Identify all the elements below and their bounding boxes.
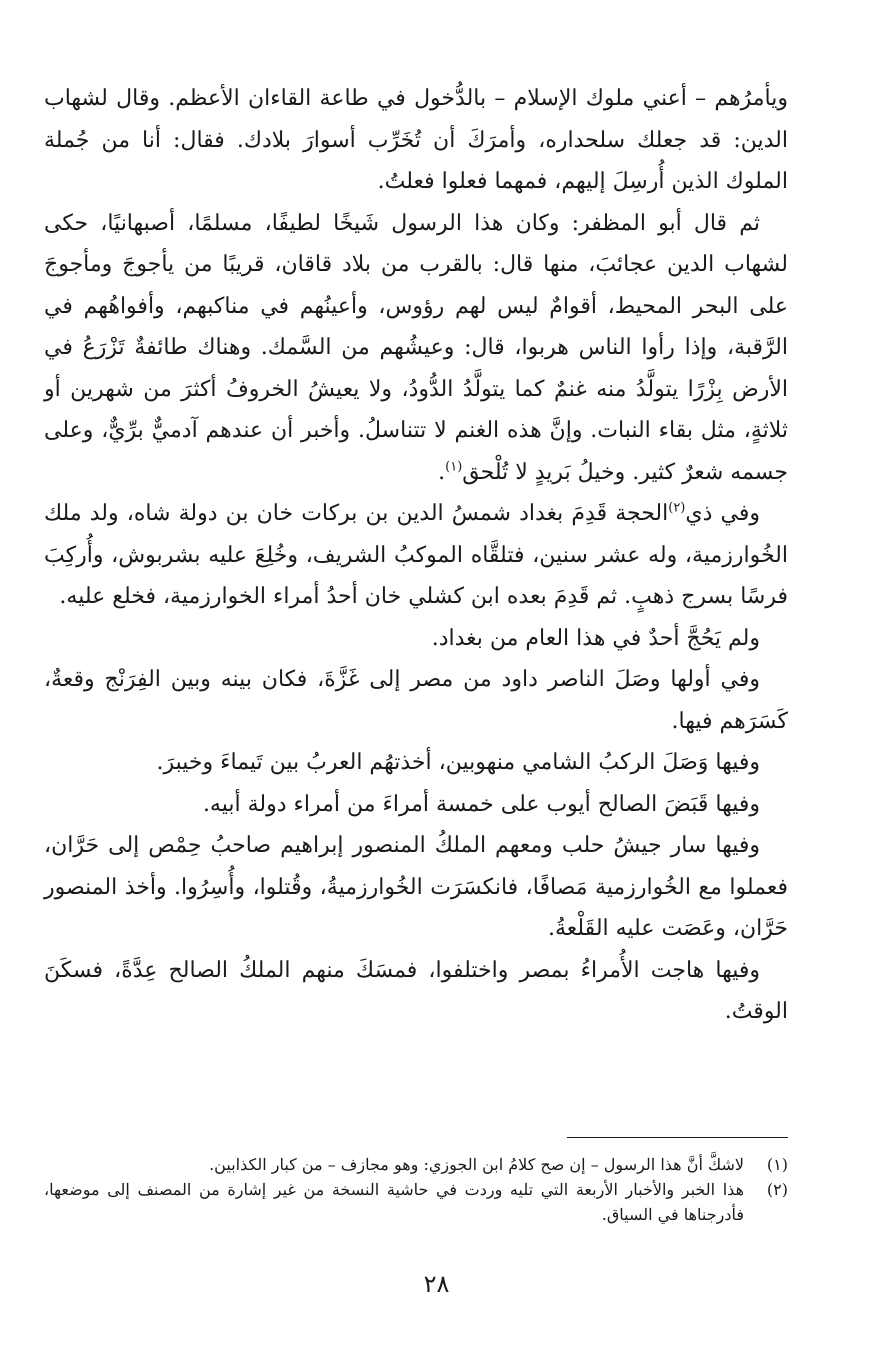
main-text	[44, 78, 788, 1033]
footnote-number: (٢)	[766, 1180, 788, 1199]
page-number: ٢٨	[423, 1270, 450, 1298]
paragraph-6: وفيها وَصَلَ الركبُ الشامي منهوبين، أخذتهُم العربُ بين تَيماءَ وخيبرَ.	[156, 750, 760, 775]
footnote-separator	[567, 1137, 788, 1138]
footnote-ref-1: (١)	[445, 459, 463, 475]
footnote-text: لاشكَّ أنَّ هذا الرسول – إن صح كلامُ ابن الجوزي: وهو مجازف – من كبار الكذابين.	[209, 1155, 744, 1174]
paragraph-3-tail: الحجة قَدِمَ بغداد شمسُ الدين بن بركات خان بن دولة شاه، ولد ملك الخُوارزمية، وله عشر سنين، فتلقَّاه الموكبُ الشريف، وخُلِعَ عليه بشربوش، وأُركِبَ فرسًا بسرج ذهبٍ. ثم قَدِمَ بعده ابن كشلي خان أحدُ أمراء الخوارزمية، فخلع عليه.	[44, 501, 788, 609]
footnote-2	[44, 1177, 788, 1227]
paragraph-3-text: وفي ذي	[685, 501, 760, 526]
footnote-ref-2: (٢)	[668, 500, 686, 516]
paragraph-2	[44, 203, 788, 494]
paragraph-7: وفيها قَبَضَ الصالح أيوب على خمسة أمراءَ من أمراء دولة أبيه.	[202, 791, 760, 817]
footnote-number: (١)	[766, 1155, 788, 1174]
paragraph-1: ويأمرُهم – أعني ملوك الإسلام – بالدُّخول في طاعة القاءان الأعظم. وقال لشهاب الدين: قد جعلك سلحداره، وأمرَكَ أن تُخَرِّب أسوارَ بلادك. فقال: أنا من جُملة الملوك الذين أُرسِلَ إليهم، فمهما فعلوا فعلتُ.	[44, 86, 788, 194]
footnote-text: هذا الخبر والأخبار الأربعة التي تليه وردت في حاشية النسخة من غير إشارة من المصنف إلى موضعها، فأدرجناها في السياق.	[44, 1180, 744, 1224]
paragraph-9: وفيها هاجت الأُمراءُ بمصر واختلفوا، فمسَكَ منهم الملكُ الصالح عِدَّةً، فسكَنَ الوقتُ.	[44, 957, 788, 1024]
footnotes	[44, 1152, 788, 1227]
paragraph-4: ولم يَحُجَّ أحدٌ في هذا العام من بغداد.	[431, 625, 760, 651]
footnote-1	[44, 1152, 788, 1177]
paragraph-2-tail: .	[438, 459, 446, 485]
paragraph-2-text: ثم قال أبو المظفر: وكان هذا الرسول شَيخًا لطيفًا، مسلمًا، أصبهانيًا، حكى لشهاب الدين عجائبَ، منها قال: بالقرب من بلاد قاقان، قريبًا من يأجوجَ ومأجوجَ على البحر المحيط، أقوامٌ ليس لهم رؤوس، وأعينُهم في مناكبهم، وأفواهُهم في الرَّقبة، وإذا رأوا الناس هربوا، قال: وعيشُهم من السَّمك. وهناك طائفةٌ تَزْرَعُ في الأرض بِزْرًا يتولَّدُ منه غنمٌ كما يتولَّدُ الدُّودُ، ولا يعيشُ الخروفُ أكثرَ من شهرين أو ثلاثةٍ، مثل بقاء النبات. وإنَّ هذه الغنم لا تتناسلُ. وأخبر أن عندهم آدميٌّ برِّيٌّ، وعلى جسمه شعرٌ كثير. وخيلُ بَريدٍ لا تُلْحق	[44, 210, 788, 485]
paragraph-3	[44, 493, 788, 618]
paragraph-5: وفي أولها وصَلَ الناصر داود من مصر إلى غَزَّةَ، فكان بينه وبين الفِرَنْج وقعةٌ، كَسَرَهم فيها.	[44, 667, 788, 734]
paragraph-8: وفيها سار جيشُ حلب ومعهم الملكُ المنصور إبراهيم صاحبُ حِمْص إلى حَرَّان، فعملوا مع الخُوارزمية مَصافًا، فانكسَرَت الخُوارزميةُ، وقُتلوا، وأُسِرُوا. وأخذ المنصور حَرَّان، وعَصَت عليه القَلْعةُ.	[44, 833, 788, 941]
